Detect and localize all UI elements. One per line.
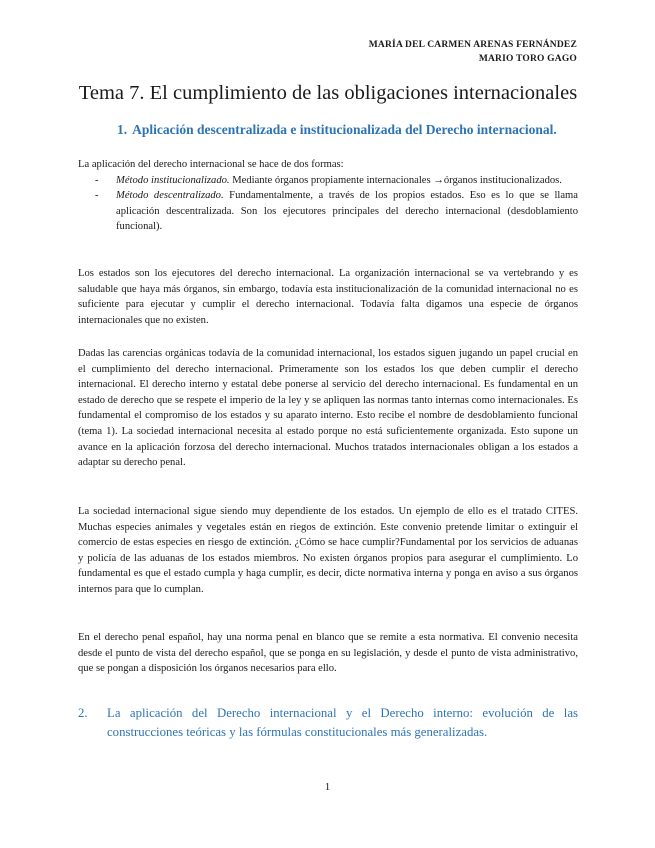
author-name: MARIO TORO GAGO — [478, 54, 577, 64]
method-text: Mediante órganos propiamente internacionales →órganos institucionalizados. — [229, 174, 562, 186]
methods-list — [78, 173, 578, 235]
list-dash: - — [95, 174, 99, 186]
document-title: Tema 7. El cumplimiento de las obligaciones internacionales — [78, 82, 578, 104]
section-number: 2. — [78, 706, 88, 720]
section-title: Aplicación descentralizada e institucionalizada del Derecho internacional. — [132, 122, 557, 137]
section-2-heading — [78, 704, 578, 742]
paragraph — [78, 266, 578, 328]
paragraph-text: Los estados son los ejecutores del derecho internacional. La organización internacional se va vertebrando y es saludable que haya más órganos, sin embargo, todavía esta institucionalización de la comunidad internacional no es suficiente para ejecutar y cumplir el derecho internacional. Todavía falta digamos una especie de órganos internacionales que no existen. — [78, 268, 578, 326]
method-term: Método institucionalizado. — [116, 174, 230, 186]
paragraph-text: Dadas las carencias orgánicas todavía de la comunidad internacional, los estados siguen jugando un papel crucial en el cumplimiento del derecho internacional. Primeramente son los estados los que deben cumplir el derecho internacional. El derecho interno y estatal debe ponerse al servicio del derecho internacional. Es fundamental en un estado de derecho que se respete el imperio de la ley y se apliquen las normas tanto internas como internacionales. Es fundamental el compromiso de los estados y su aparato interno. Esto recibe el nombre de desdoblamiento funcional (tema 1). La sociedad internacional necesita al estado porque no está suficientemente organizada. Esto supone un avance en la aplicación forzosa del derecho internacional. Muchos tratados internacionales obligan a los estados a adaptar su derecho penal. — [78, 348, 578, 469]
intro-paragraph: La aplicación del derecho internacional se hace de dos formas: — [78, 159, 344, 170]
paragraph — [78, 630, 578, 677]
methods-block — [78, 157, 578, 235]
method-text: Fundamentalmente, a través de los propios estados. Eso es lo que se llama aplicación descentralizada. Son los ejecutores principales del derecho internacional (desdoblamiento funcional). — [116, 190, 579, 233]
list-item — [78, 173, 578, 189]
list-dash: - — [95, 190, 99, 202]
paragraph — [78, 504, 578, 598]
paragraph-text: En el derecho penal español, hay una norma penal en blanco que se remite a esta normativa. El convenio necesita desde el punto de vista del derecho español, que se ponga en su legislación, y desde el punto de vista administrativo, que se pongan a disposición los órganos necesarios para ello. — [78, 632, 578, 675]
author-name: MARÍA DEL CARMEN ARENAS FERNÁNDEZ — [368, 40, 577, 50]
section-number: 1. — [117, 122, 128, 137]
method-term: Método descentralizado. — [116, 190, 224, 202]
paragraph-text: La sociedad internacional sigue siendo muy dependiente de los estados. Un ejemplo de ello es el tratado CITES. Muchas especies animales y vegetales están en riegos de extinción. Este convenio pretende limitar o extinguir el comercio de estas especies en riesgo de extinción. ¿Cómo se hace cumplir?Fundamental por los servicios de aduanas y policía de las aduanas de los estados miembros. No existen órganos propios para asegurar el cumplimiento. Lo fundamental es que el estado cumpla y haga cumplir, es decir, dicte normativa interna y ponga en aviso a sus órganos internos para que lo cumplan. — [78, 506, 578, 595]
page-number: 1 — [324, 781, 331, 793]
author-header — [369, 38, 577, 66]
list-item — [78, 188, 578, 235]
paragraph — [78, 346, 578, 471]
section-1-heading — [117, 121, 587, 139]
section-title: La aplicación del Derecho internacional y el Derecho interno: evolución de las construcciones teóricas y las fórmulas constitucionales más generalizadas. — [107, 706, 578, 739]
